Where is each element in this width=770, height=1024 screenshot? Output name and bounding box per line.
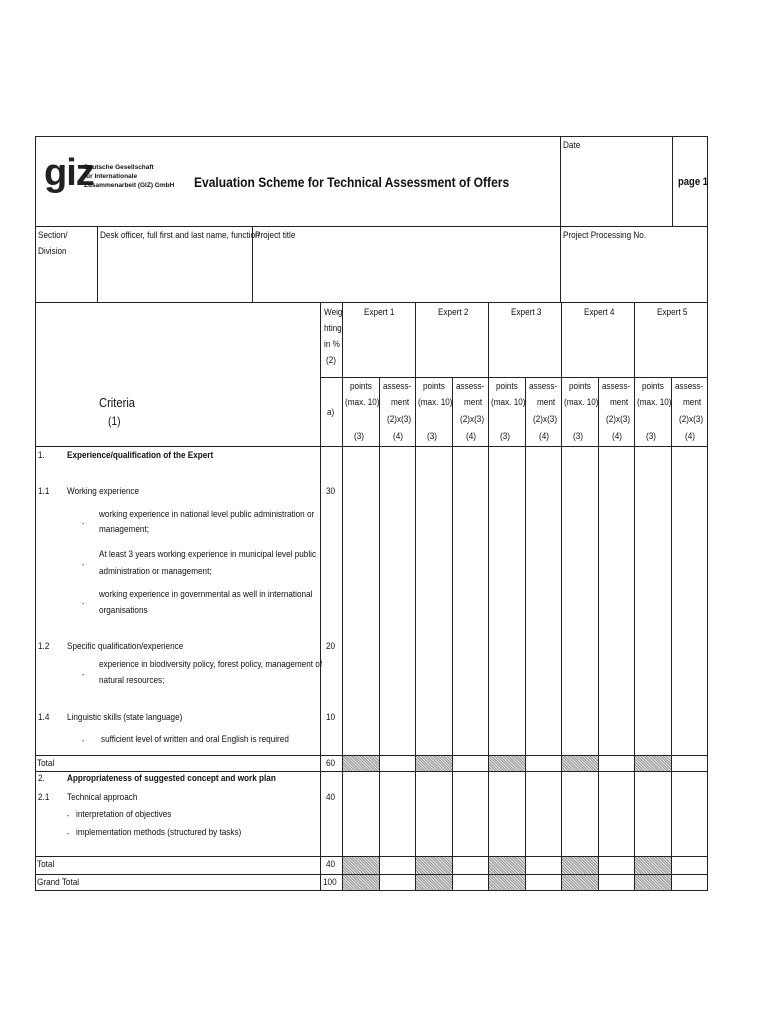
total-2-label: Total	[37, 859, 55, 870]
shaded-cell	[416, 875, 452, 890]
shaded-cell	[489, 857, 525, 874]
criterion-text: management;	[99, 524, 149, 535]
bullet: -	[67, 829, 70, 838]
section-label: Section/	[38, 230, 68, 241]
row-divider	[35, 226, 708, 227]
row-divider	[35, 446, 708, 447]
total-1-label: Total	[37, 758, 55, 769]
logo-line-1: Deutsche Gesellschaft	[84, 164, 154, 171]
total-1-weight: 60	[326, 758, 336, 769]
points-header: (3)	[500, 431, 510, 442]
shaded-cell	[635, 857, 671, 874]
desk-officer-label: Desk officer, full first and last name, function	[100, 230, 260, 241]
logo-word: giz	[44, 152, 94, 194]
section-1-title: Experience/qualification of the Expert	[67, 450, 214, 461]
col-divider	[672, 136, 673, 226]
document-title: Evaluation Scheme for Technical Assessment of Offers	[194, 174, 510, 190]
points-header: (max. 10)	[345, 397, 380, 408]
expert-3-header: Expert 3	[511, 307, 542, 318]
points-header: (3)	[573, 431, 583, 442]
project-title-label: Project title	[255, 230, 296, 241]
row-2-1-number: 2.1	[38, 792, 50, 803]
expert-1-header: Expert 1	[364, 307, 395, 318]
shaded-cell	[416, 756, 452, 771]
row-1-1-weight: 30	[326, 486, 336, 497]
points-header: points	[569, 381, 591, 392]
shaded-cell	[489, 756, 525, 771]
row-1-2-label: Specific qualification/experience	[67, 641, 184, 652]
section-2-title: Appropriateness of suggested concept and work plan	[67, 773, 276, 784]
criterion-text: sufficient level of written and oral English is required	[101, 734, 289, 745]
assessment-header: ment	[537, 397, 556, 408]
points-header: (max. 10)	[564, 397, 599, 408]
col-divider	[598, 377, 599, 891]
expert-2-header: Expert 2	[438, 307, 469, 318]
weighting-header: (2)	[326, 355, 336, 366]
table-border-top	[35, 136, 708, 137]
table-border-right	[707, 136, 708, 891]
table-border-left	[35, 136, 36, 891]
criterion-text: working experience in governmental as well in international	[99, 589, 313, 600]
points-header: points	[423, 381, 445, 392]
shaded-cell	[343, 756, 379, 771]
criterion-text: interpretation of objectives	[76, 809, 172, 820]
expert-4-header: Expert 4	[584, 307, 615, 318]
points-header: (max. 10)	[418, 397, 453, 408]
row-2-1-weight: 40	[326, 792, 336, 803]
shaded-cell	[343, 857, 379, 874]
criteria-number: (1)	[108, 414, 121, 428]
bullet: -	[82, 560, 85, 569]
shaded-cell	[635, 875, 671, 890]
points-header: (3)	[427, 431, 437, 442]
col-divider	[561, 302, 562, 891]
col-divider	[320, 302, 321, 891]
assessment-header: (4)	[466, 431, 476, 442]
giz-logo	[44, 152, 175, 198]
row-1-2-number: 1.2	[38, 641, 50, 652]
assessment-header: assess-	[456, 381, 485, 392]
weighting-header: hting	[324, 323, 342, 334]
criterion-text: working experience in national level public administration or	[99, 509, 315, 520]
assessment-header: assess-	[529, 381, 558, 392]
col-divider	[342, 302, 343, 891]
shaded-cell	[416, 857, 452, 874]
assessment-header: (4)	[539, 431, 549, 442]
bullet: -	[82, 519, 85, 528]
logo-line-3: Zusammenarbeit (GIZ) GmbH	[84, 182, 175, 189]
row-2-1-label: Technical approach	[67, 792, 138, 803]
assessment-header: (4)	[393, 431, 403, 442]
row-1-2-weight: 20	[326, 641, 336, 652]
total-2-weight: 40	[326, 859, 336, 870]
page-label: page 1	[678, 176, 708, 188]
shaded-cell	[343, 875, 379, 890]
bullet: -	[82, 736, 85, 745]
row-1-4-number: 1.4	[38, 712, 50, 723]
row-1-1-number: 1.1	[38, 486, 50, 497]
assessment-header: (2)x(3)	[387, 414, 412, 425]
points-header: (3)	[646, 431, 656, 442]
points-header: points	[496, 381, 518, 392]
table-border-bottom	[35, 890, 708, 891]
assessment-header: assess-	[383, 381, 412, 392]
assessment-header: (2)x(3)	[533, 414, 558, 425]
col-divider	[97, 226, 98, 302]
col-divider	[452, 377, 453, 891]
weighting-header: in %	[324, 339, 340, 350]
criterion-text: At least 3 years working experience in municipal level public	[99, 549, 317, 560]
assessment-header: (4)	[685, 431, 695, 442]
section-1-number: 1.	[38, 450, 45, 461]
col-divider	[415, 302, 416, 891]
points-header: (max. 10)	[637, 397, 672, 408]
shaded-cell	[562, 756, 598, 771]
section-2-number: 2.	[38, 773, 45, 784]
grand-total-label: Grand Total	[37, 877, 80, 888]
weighting-a: a)	[327, 407, 335, 418]
assessment-header: ment	[610, 397, 629, 408]
project-number-label: Project Processing No.	[563, 230, 647, 241]
shaded-cell	[635, 756, 671, 771]
date-label: Date	[563, 140, 581, 151]
col-divider	[560, 136, 561, 302]
assessment-header: (2)x(3)	[606, 414, 631, 425]
assessment-header: assess-	[675, 381, 704, 392]
bullet: -	[82, 670, 85, 679]
bullet: -	[67, 811, 70, 820]
criteria-header: Criteria	[99, 395, 136, 410]
criterion-text: organisations	[99, 605, 148, 616]
shaded-cell	[562, 857, 598, 874]
points-header: (max. 10)	[491, 397, 526, 408]
bullet: -	[82, 599, 85, 608]
row-divider	[35, 771, 708, 772]
row-1-4-label: Linguistic skills (state language)	[67, 712, 183, 723]
col-divider	[488, 302, 489, 891]
row-1-1-label: Working experience	[67, 486, 140, 497]
points-header: (3)	[354, 431, 364, 442]
col-divider	[634, 302, 635, 891]
criterion-text: administration or management;	[99, 566, 212, 577]
expert-5-header: Expert 5	[657, 307, 688, 318]
assessment-header: ment	[391, 397, 410, 408]
assessment-header: ment	[464, 397, 483, 408]
col-divider	[379, 377, 380, 891]
row-1-4-weight: 10	[326, 712, 336, 723]
col-divider	[671, 377, 672, 891]
row-divider	[35, 302, 708, 303]
col-divider	[525, 377, 526, 891]
grand-total-weight: 100	[323, 877, 337, 888]
logo-line-2: für Internationale	[84, 173, 138, 180]
weighting-header: Weig	[324, 307, 343, 318]
assessment-header: (4)	[612, 431, 622, 442]
assessment-header: assess-	[602, 381, 631, 392]
criterion-text: natural resources;	[99, 675, 165, 686]
division-label: Division	[38, 246, 67, 257]
points-header: points	[642, 381, 664, 392]
shaded-cell	[489, 875, 525, 890]
assessment-header: ment	[683, 397, 702, 408]
criterion-text: implementation methods (structured by tasks)	[76, 827, 242, 838]
criterion-text: experience in biodiversity policy, forest policy, management of	[99, 659, 323, 670]
assessment-header: (2)x(3)	[679, 414, 704, 425]
shaded-cell	[562, 875, 598, 890]
points-header: points	[350, 381, 372, 392]
assessment-header: (2)x(3)	[460, 414, 485, 425]
